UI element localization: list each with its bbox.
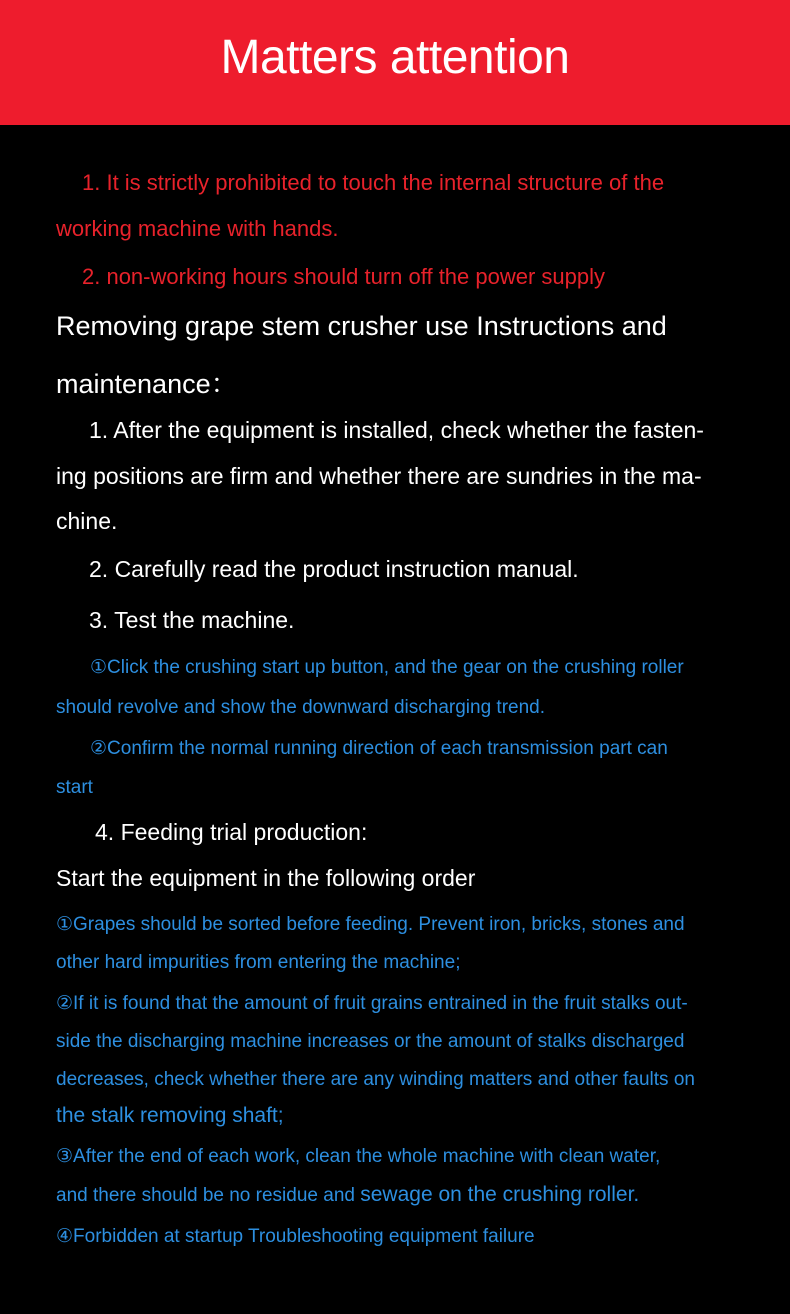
feed-item-1-line-2: other hard impurities from entering the machine; — [56, 952, 461, 973]
order-intro: Start the equipment in the following order — [56, 865, 476, 891]
feed-item-4: ④Forbidden at startup Troubleshooting equipment failure — [56, 1226, 535, 1247]
feed-item-2-line-1: ②If it is found that the amount of fruit grains entrained in the fruit stalks out- — [56, 993, 688, 1014]
test-item-1-line-1: ①Click the crushing start up button, and the gear on the crushing roller — [90, 657, 684, 678]
warning-item-1-line-1: 1. It is strictly prohibited to touch the internal structure of the — [82, 170, 665, 195]
feed-item-3-line-1: ③After the end of each work, clean the whole machine with clean water, — [56, 1146, 661, 1167]
feed-item-3-line-2 — [56, 1183, 639, 1207]
test-item-1-line-2: should revolve and show the downward discharging trend. — [56, 697, 546, 718]
step-4: 4. Feeding trial production: — [95, 819, 368, 845]
feed-item-1-line-1: ①Grapes should be sorted before feeding. Prevent iron, bricks, stones and — [56, 914, 685, 935]
feed-item-2-line-4: the stalk removing shaft; — [56, 1104, 284, 1127]
feed-item-2-line-2: side the discharging machine increases or the amount of stalks discharged — [56, 1031, 685, 1052]
page-title: Matters attention — [220, 31, 570, 84]
test-item-2-line-2: start — [56, 777, 93, 798]
warning-item-1-line-2: working machine with hands. — [56, 216, 339, 241]
feed-item-2-line-3: decreases, check whether there are any winding matters and other faults on — [56, 1069, 695, 1090]
header-banner — [0, 0, 790, 125]
instructions-heading-line-2: maintenance： — [56, 369, 238, 399]
step-2: 2. Carefully read the product instruction manual. — [89, 556, 579, 582]
step-1-line-2: ing positions are firm and whether there are sundries in the ma- — [56, 463, 702, 489]
instructions-heading-line-1: Removing grape stem crusher use Instructions and — [56, 311, 667, 341]
step-1-line-3: chine. — [56, 508, 118, 534]
step-1-line-1: 1. After the equipment is installed, check whether the fasten- — [89, 417, 704, 443]
test-item-2-line-1: ②Confirm the normal running direction of each transmission part can — [90, 738, 668, 759]
step-3: 3. Test the machine. — [89, 607, 295, 633]
warning-item-2: 2. non-working hours should turn off the power supply — [82, 264, 606, 289]
feed-item-3-line-2-end: sewage on the crushing roller. — [360, 1183, 640, 1206]
feed-item-3-line-2-start: and there should be no residue and — [56, 1185, 361, 1206]
